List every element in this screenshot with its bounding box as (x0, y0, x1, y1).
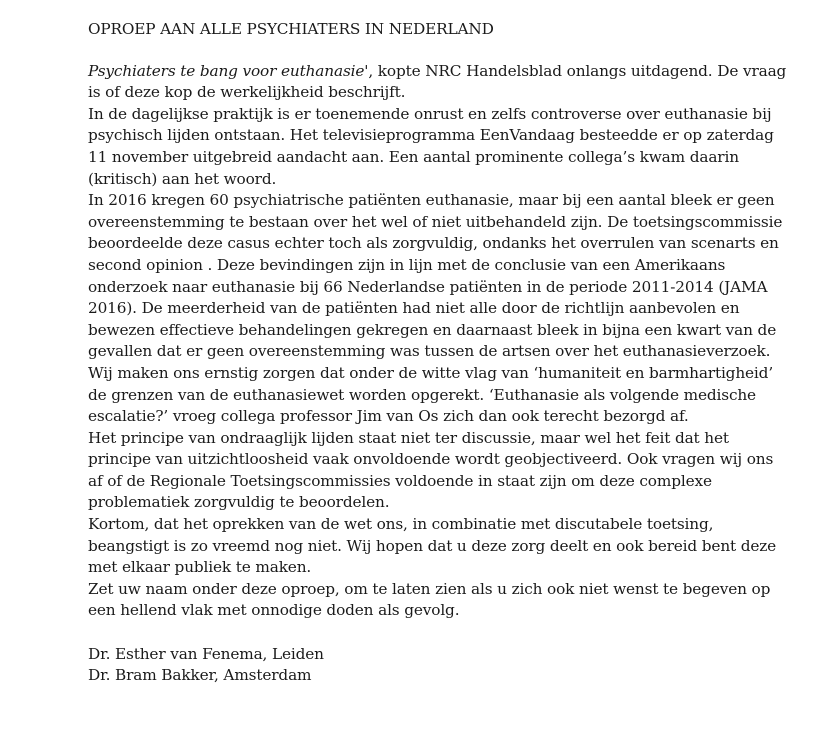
paragraph-concerns: Wij maken ons ernstig zorgen dat onder de witte vlag van ‘humaniteit en barmhartigheid’ de grenzen van de euthanasiewet worden opgerekt. ‘Euthanasie als volgende medische escalatie?’ vroeg collega professor Jim van Os zich dan ook terecht bezorgd af. (88, 363, 774, 426)
paragraph-conclusion: Kortom, dat het oprekken van de wet ons, in combinatie met discutabele toetsing, beangstigt is zo vreemd nog niet. Wij hopen dat u deze zorg deelt en ook bereid bent deze met elkaar publiek te maken. (88, 515, 777, 577)
paragraph-call-to-action: Zet uw naam onder deze oproep, om te laten zien als u zich ook niet wenst te begeven op een hellend vlak met onnodige doden als gevolg. (88, 579, 771, 620)
lead-italic-quote: Psychiaters te bang voor euthanasie' (88, 61, 369, 80)
document-body (88, 19, 788, 687)
lead-paragraph-rest: , kopte NRC Handelsblad onlangs uitdagend. De vraag is of deze kop de werkelijkheid beschrijft. (88, 61, 787, 102)
signature-line: Dr. Bram Bakker, Amsterdam (88, 666, 312, 685)
signature-block (88, 644, 788, 687)
paragraph-2016-cases: In 2016 kregen 60 psychiatrische patiënten euthanasie, maar bij een aantal bleek er geen overeenstemming te bestaan over het wel of niet uitbehandeld zijn. De toetsingscommissie beoordeelde deze casus echter toch als zorgvuldig, ondanks het overrulen van scenarts en second opinion . Deze bevindingen zijn in lijn met de conclusie van een Amerikaans onderzoek naar euthanasie bij 66 Nederlandse patiënten in de periode 2011-2014 (JAMA 2016). De meerderheid van de patiënten had niet alle door de richtlijn aanbevolen en bewezen effectieve behandelingen gekregen en daarnaast bleek in bijna een kwart van de gevallen dat er geen overeenstemming was tussen de artsen over het euthanasieverzoek. (88, 191, 783, 361)
paragraph-principle: Het principe van ondraaglijk lijden staat niet ter discussie, maar wel het feit dat het principe van uitzichtloosheid vaak onvoldoende wordt geobjectiveerd. Ook vragen wij ons af of de Regionale Toetsingscommissies voldoende in staat zijn om deze complexe problematiek zorgvuldig te beoordelen. (88, 428, 774, 512)
lead-paragraph (88, 61, 788, 104)
signature-line: Dr. Esther van Fenema, Leiden (88, 644, 324, 663)
document-title: OPROEP AAN ALLE PSYCHIATERS IN NEDERLAND (88, 20, 494, 38)
paragraph-practice: In de dagelijkse praktijk is er toenemende onrust en zelfs controverse over euthanasie bij psychisch lijden ontstaan. Het televisieprogramma EenVandaag besteedde er op zaterdag 11 november uitgebreid aandacht aan. Een aantal prominente collega’s kwam daarin (kritisch) aan het woord. (88, 104, 774, 188)
